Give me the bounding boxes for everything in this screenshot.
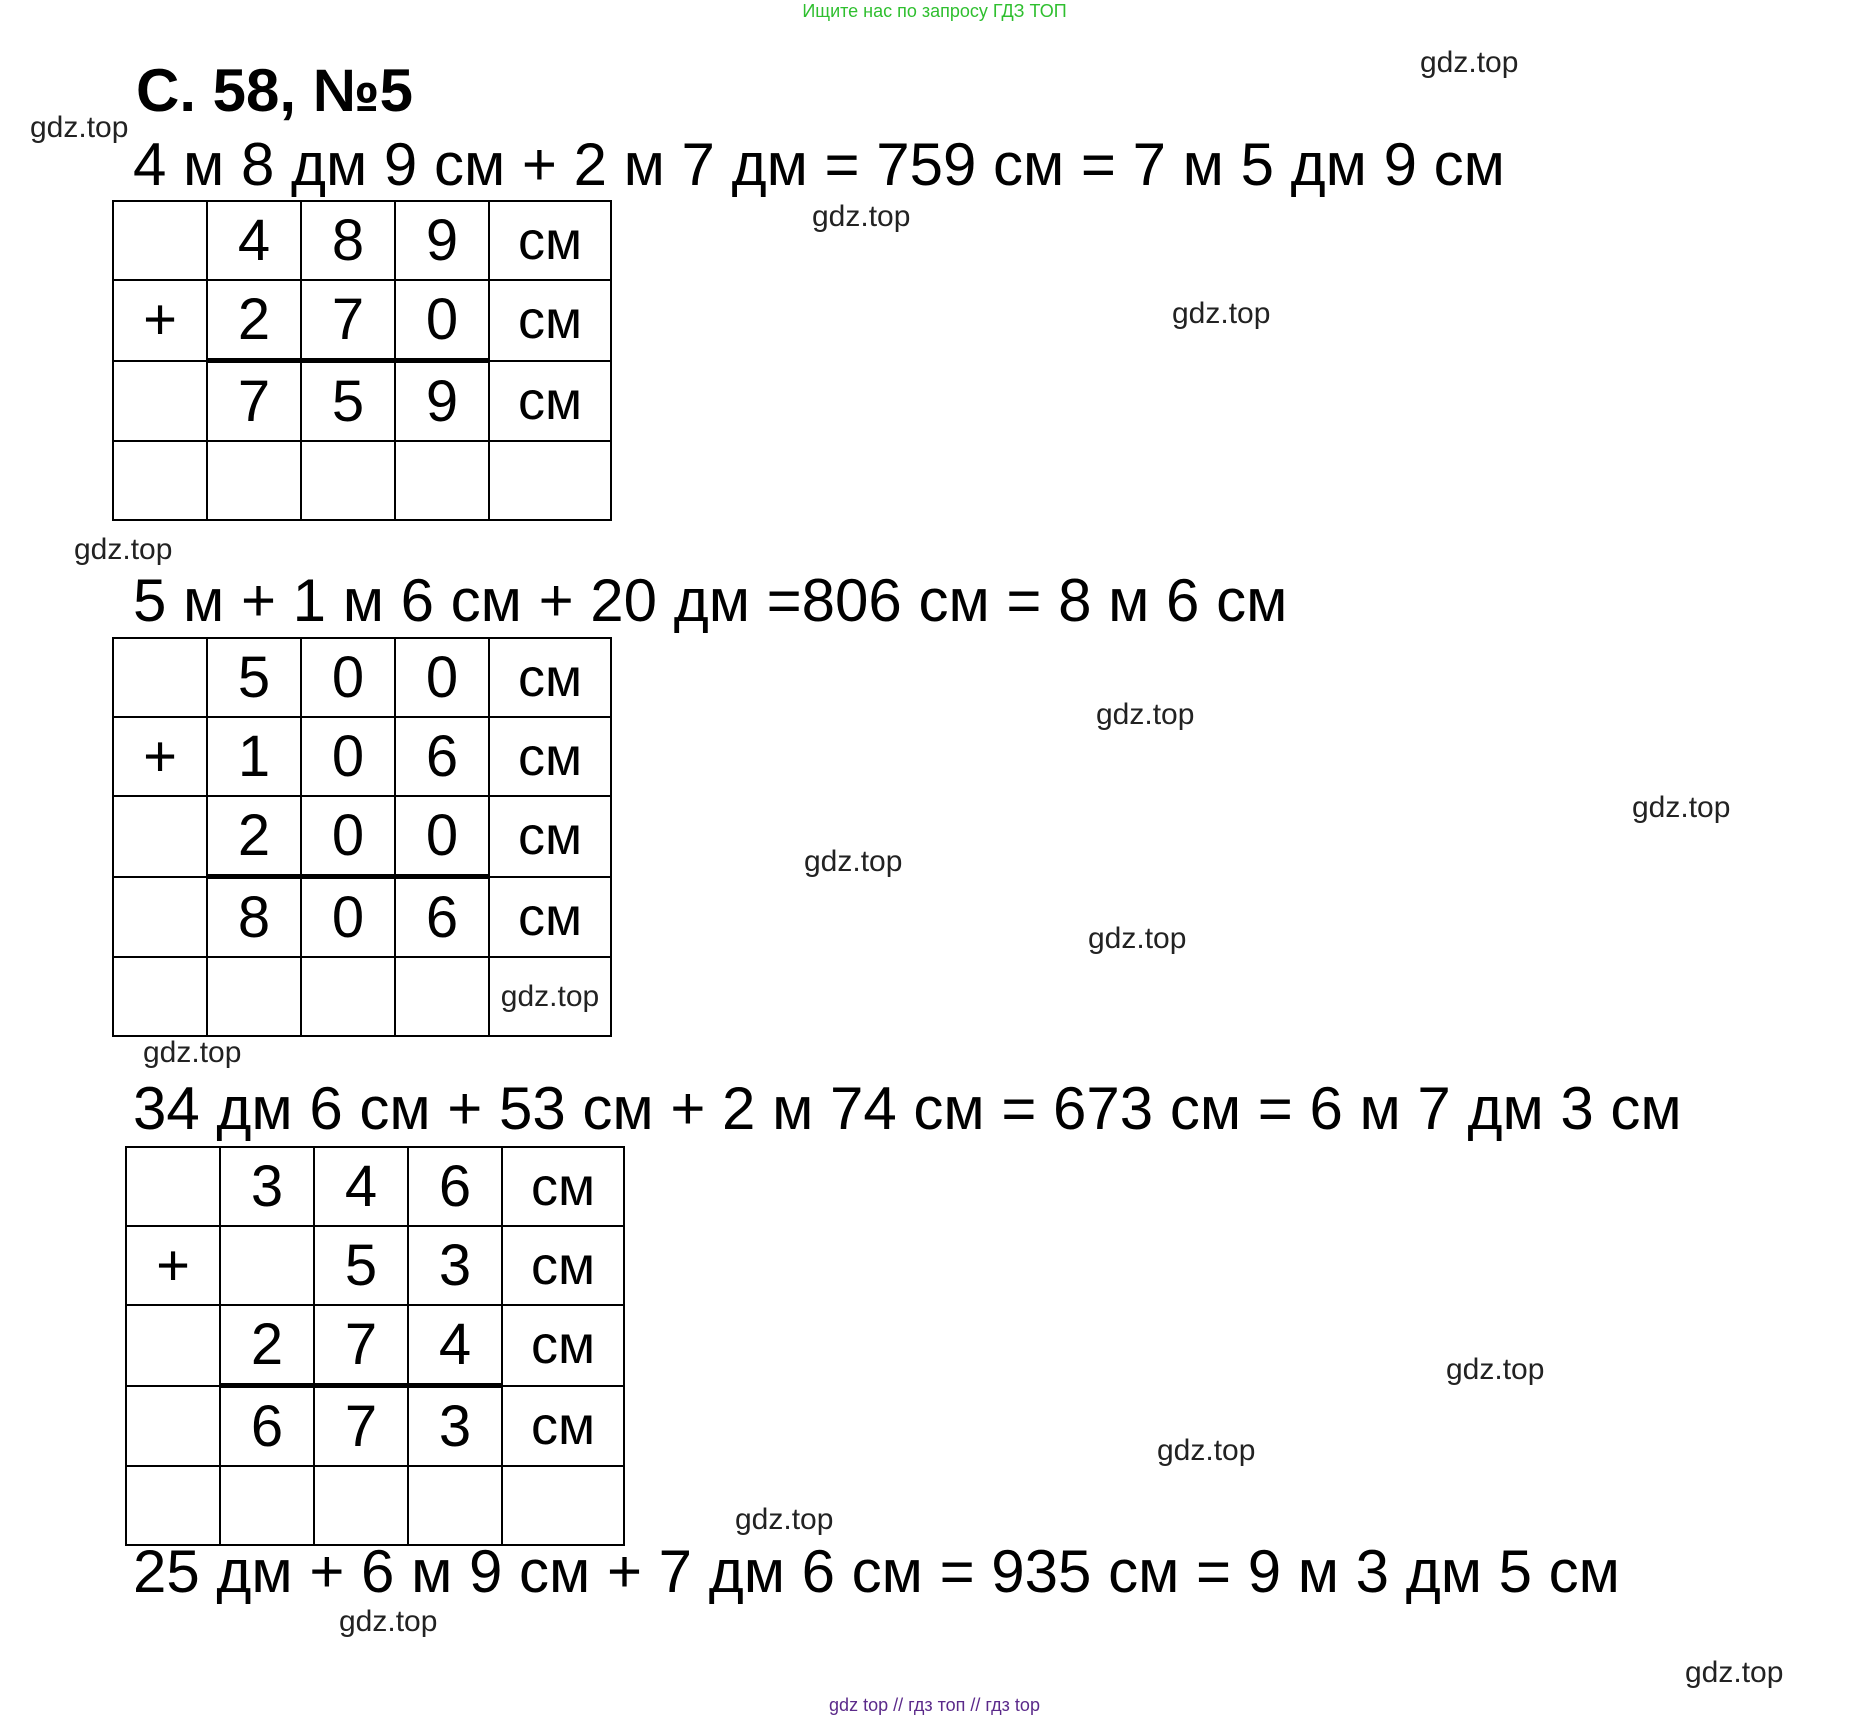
watermark: gdz.top: [143, 1036, 242, 1069]
table-row: [113, 717, 611, 796]
watermark: gdz.top: [489, 957, 611, 1036]
plus-sign: +: [113, 717, 207, 796]
table-cell: 0: [395, 796, 489, 877]
watermark: gdz.top: [1685, 1656, 1784, 1689]
calc-table-3: [125, 1146, 625, 1546]
top-banner: Ищите нас по запросу ГДЗ ТОП: [802, 1, 1067, 21]
table-cell: [126, 1147, 220, 1226]
table-cell: 0: [301, 717, 395, 796]
table-cell: 3: [408, 1226, 502, 1305]
result-cell: 7: [314, 1386, 408, 1467]
result-cell: 6: [220, 1386, 314, 1467]
equation-3: 34 дм 6 см + 53 см + 2 м 74 см = 673 см = 6 м 7 дм 3 см: [133, 1075, 1682, 1142]
table-cell: [113, 638, 207, 717]
table-cell: [113, 441, 207, 520]
plus-sign: +: [113, 280, 207, 361]
table-cell: [126, 1466, 220, 1545]
result-cell: 8: [207, 877, 301, 958]
table-cell: [113, 201, 207, 280]
equation-2: 5 м + 1 м 6 см + 20 дм =806 см = 8 м 6 см: [133, 567, 1288, 634]
table-cell: [113, 957, 207, 1036]
table-cell: [220, 1466, 314, 1545]
result-cell: 5: [301, 361, 395, 442]
unit-cell: см: [489, 361, 611, 442]
unit-cell: см: [489, 796, 611, 877]
table-cell: [301, 957, 395, 1036]
watermark: gdz.top: [1088, 922, 1187, 955]
table-cell: [314, 1466, 408, 1545]
table-row: [113, 877, 611, 958]
watermark: gdz.top: [74, 533, 173, 566]
watermark: gdz.top: [1446, 1353, 1545, 1386]
table-cell: [113, 796, 207, 877]
table-cell: 7: [301, 280, 395, 361]
footer-links: gdz top // гдз топ // гдз top: [829, 1695, 1040, 1715]
table-row: [113, 796, 611, 877]
plus-sign: +: [126, 1226, 220, 1305]
result-cell: 0: [301, 877, 395, 958]
table-cell: 0: [301, 638, 395, 717]
table-cell: [395, 957, 489, 1036]
table-cell: [113, 877, 207, 958]
table-cell: 0: [395, 638, 489, 717]
page-heading: С. 58, №5: [136, 57, 414, 124]
result-cell: 6: [395, 877, 489, 958]
watermark: gdz.top: [1096, 698, 1195, 731]
table-cell: [126, 1386, 220, 1467]
table-cell: 7: [314, 1305, 408, 1386]
table-cell: 2: [207, 280, 301, 361]
watermark: gdz.top: [1172, 297, 1271, 330]
equation-1: 4 м 8 дм 9 см + 2 м 7 дм = 759 см = 7 м 5 дм 9 см: [133, 131, 1505, 198]
table-cell: 5: [314, 1226, 408, 1305]
table-cell: [113, 361, 207, 442]
table-cell: [408, 1466, 502, 1545]
table-cell: 4: [314, 1147, 408, 1226]
table-cell: 2: [220, 1305, 314, 1386]
watermark: gdz.top: [1632, 791, 1731, 824]
table-cell: 3: [220, 1147, 314, 1226]
table-cell: 9: [395, 201, 489, 280]
result-cell: 3: [408, 1386, 502, 1467]
calc-table-1: [112, 200, 612, 521]
watermark: gdz.top: [1157, 1434, 1256, 1467]
unit-cell: см: [502, 1147, 624, 1226]
watermark: gdz.top: [812, 200, 911, 233]
table-cell: [395, 441, 489, 520]
watermark: gdz.top: [1420, 46, 1519, 79]
table-row: [113, 280, 611, 361]
unit-cell: см: [489, 280, 611, 361]
table-cell: [207, 957, 301, 1036]
unit-cell: [502, 1466, 624, 1545]
calc-table-2: [112, 637, 612, 1037]
table-row: [113, 201, 611, 280]
table-cell: [220, 1226, 314, 1305]
table-row: [126, 1386, 624, 1467]
unit-cell: см: [489, 717, 611, 796]
table-row: [126, 1147, 624, 1226]
table-cell: 5: [207, 638, 301, 717]
table-cell: 0: [301, 796, 395, 877]
unit-cell: см: [489, 877, 611, 958]
result-cell: 9: [395, 361, 489, 442]
table-cell: [207, 441, 301, 520]
equation-4: 25 дм + 6 м 9 см + 7 дм 6 см = 935 см = 9 м 3 дм 5 см: [133, 1538, 1620, 1605]
table-row: [113, 957, 611, 1036]
table-cell: 6: [395, 717, 489, 796]
watermark: gdz.top: [30, 111, 129, 144]
watermark: gdz.top: [339, 1605, 438, 1638]
table-cell: 6: [408, 1147, 502, 1226]
table-cell: 4: [207, 201, 301, 280]
unit-cell: см: [502, 1305, 624, 1386]
table-cell: 0: [395, 280, 489, 361]
table-cell: 1: [207, 717, 301, 796]
table-cell: 4: [408, 1305, 502, 1386]
unit-cell: см: [502, 1226, 624, 1305]
table-row: [126, 1226, 624, 1305]
table-cell: [126, 1305, 220, 1386]
unit-cell: [489, 441, 611, 520]
unit-cell: см: [489, 201, 611, 280]
table-cell: [301, 441, 395, 520]
table-row: [113, 441, 611, 520]
table-cell: 2: [207, 796, 301, 877]
unit-cell: см: [489, 638, 611, 717]
result-cell: 7: [207, 361, 301, 442]
table-row: [126, 1466, 624, 1545]
table-cell: 8: [301, 201, 395, 280]
table-row: [113, 638, 611, 717]
table-row: [113, 361, 611, 442]
table-row: [126, 1305, 624, 1386]
unit-cell: см: [502, 1386, 624, 1467]
watermark: gdz.top: [735, 1503, 834, 1536]
watermark: gdz.top: [804, 845, 903, 878]
